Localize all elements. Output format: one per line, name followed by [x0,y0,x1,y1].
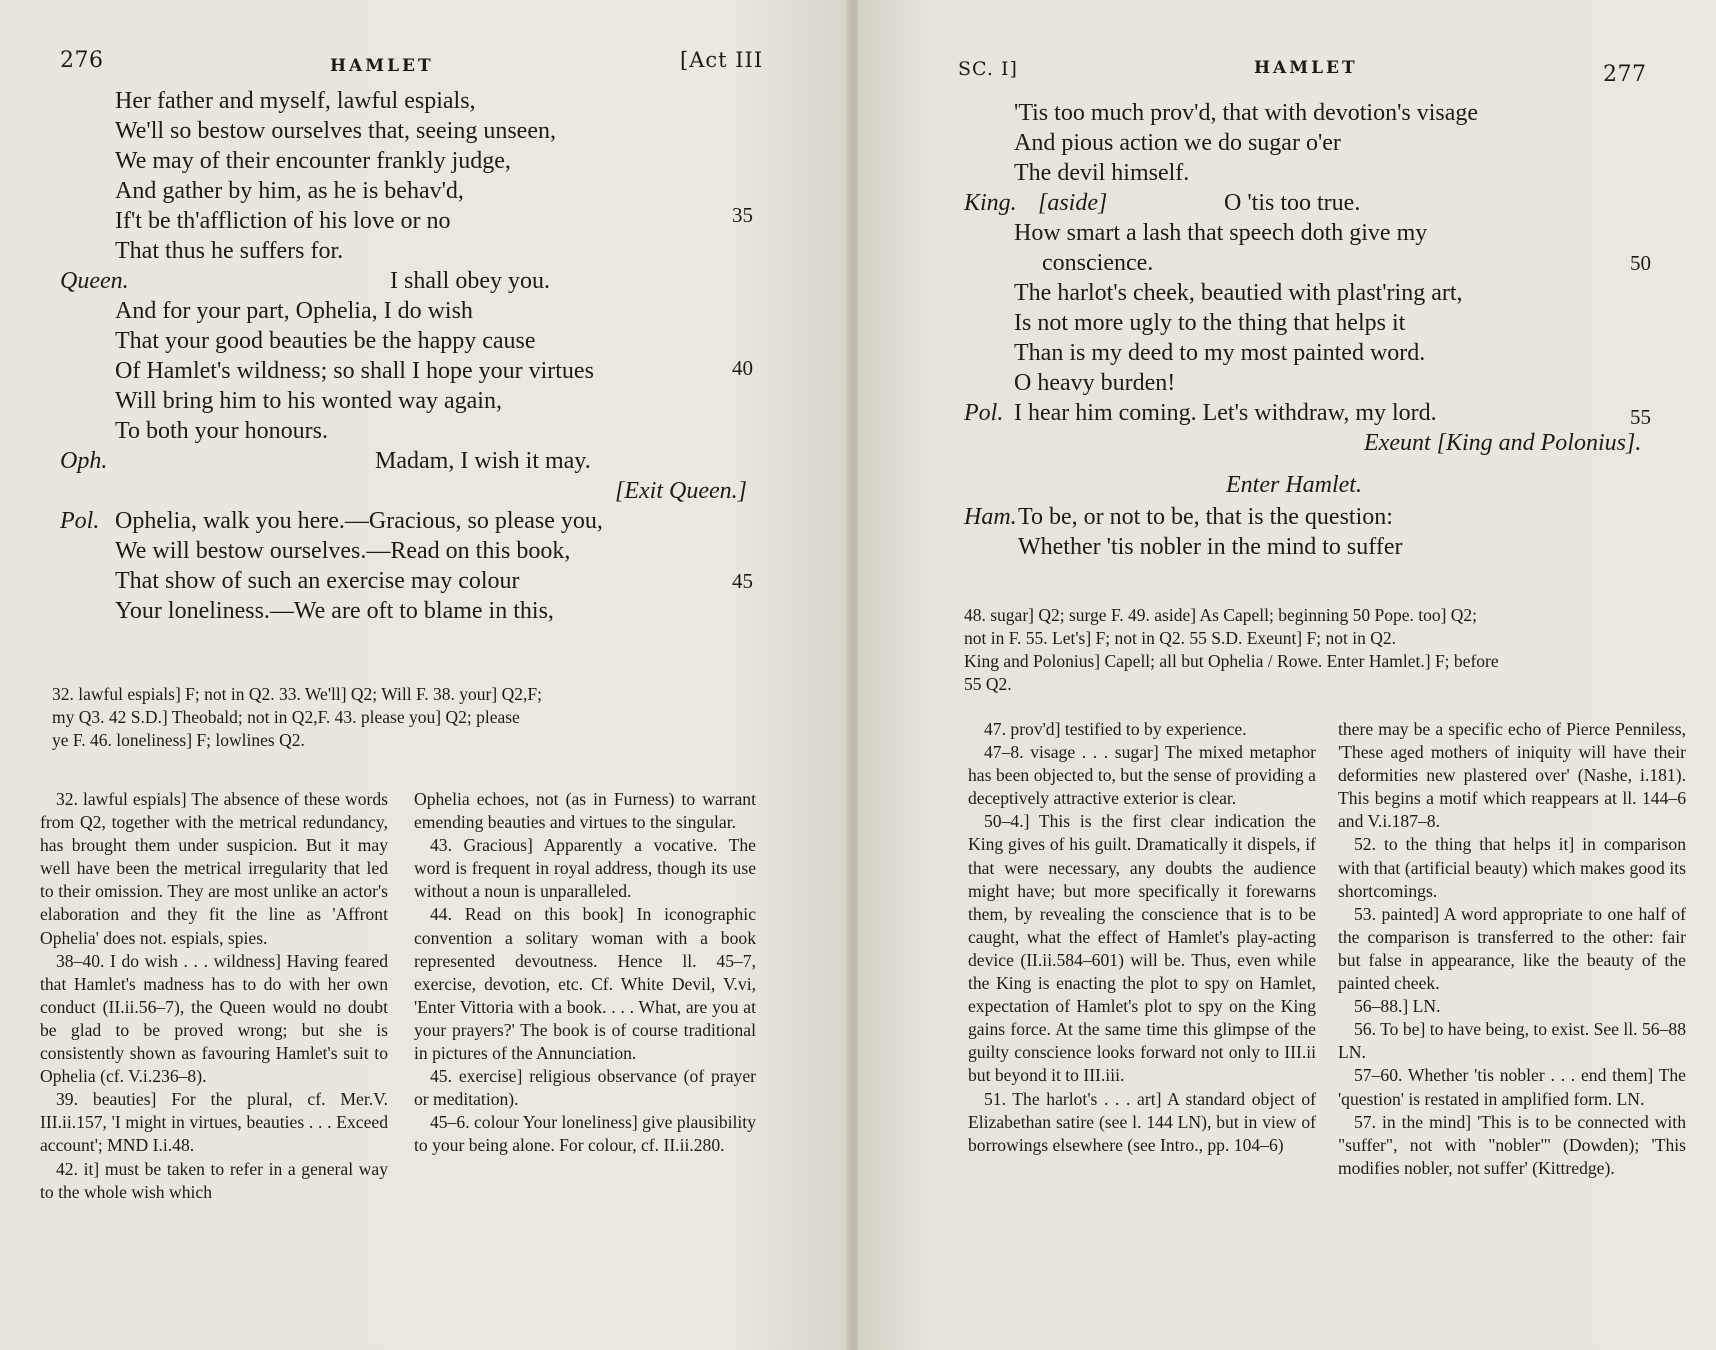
verse-line: 'Tis too much prov'd, that with devotion's visage [1014,100,1479,126]
stage-direction: [aside] [1038,190,1108,216]
verse-line: Whether 'tis nobler in the mind to suffer [1018,534,1403,560]
note: 45–6. colour Your loneliness] give plausibility to your being alone. For colour, cf. II.ii.280. [414,1112,756,1156]
speaker: King. [964,190,1017,216]
verse-line: We may of their encounter frankly judge, [115,148,511,174]
right-verse [964,98,1684,562]
line-number: 40 [732,356,753,380]
note: Ophelia echoes, not (as in Furness) to warrant emending beauties and virtues to the singular. [414,789,756,833]
verse-line [964,458,1684,502]
verse-line: King. [aside] O 'tis too true. [964,190,1361,216]
scene-label: SC. I] [958,58,1018,80]
verse-line: Queen. I shall obey you. [60,268,550,294]
right-notes-col2 [1338,718,1686,1180]
note: 42. it] must be taken to refer in a general way to the whole wish which [40,1158,388,1202]
verse-line: We'll so bestow ourselves that, seeing unseen, [115,118,556,144]
left-running-title: HAMLET [330,56,434,76]
verse-line: That thus he suffers for. [115,238,344,264]
line-number: 35 [732,203,753,227]
note: 57. in the mind] 'This is to be connected with "suffer", not with "nobler"' (Dowden); 'This modifies nobler, not suffer' (Kittredge). [1338,1111,1686,1178]
note: 51. The harlot's . . . art] A standard object of Elizabethan satire (see l. 144 LN), but in view of borrowings elsewhere (see Intro., pp. 104–6) [968,1088,1316,1155]
verse-line: O heavy burden! [1014,370,1176,396]
note: 44. Read on this book] In iconographic convention a solitary woman with a book represented devoutness. Hence ll. 45–7, exercise, devotion, etc. Cf. White Devil, V.vi, 'Enter Vittoria with a book. . . . What, are you at your prayers?' The book is of course traditional in pictures of the Annunciation. [414,904,756,1064]
left-collation: 32. lawful espials] F; not in Q2. 33. We'll] Q2; Will F. 38. your] Q2,F; my Q3. 42 S.D.] Theobald; not in Q2,F. 43. please you] Q2; please ye F. 46. loneliness] F; lowlines Q2. [52,684,542,750]
verse-line: Is not more ugly to the thing that helps it [1014,310,1406,336]
right-page [858,0,1716,1350]
note: 39. beauties] For the plural, cf. Mer.V. III.ii.157, 'I might in virtues, beauties . . . Exceed account'; MND I.i.48. [40,1089,388,1156]
verse-line: Her father and myself, lawful espials, [115,88,476,114]
verse-line: How smart a lash that speech doth give my [1014,220,1428,246]
note: 57–60. Whether 'tis nobler . . . end them] The 'question' is restated in amplified form. LN. [1338,1065,1686,1109]
left-verse [60,86,760,626]
note: 47. prov'd] testified to by experience. [984,719,1247,739]
stage-direction: [Exit Queen.] [615,478,747,504]
note: 56. To be] to have being, to exist. See ll. 56–88 LN. [1338,1019,1686,1063]
verse-line: And gather by him, as he is behav'd, [115,178,464,204]
right-collation: 48. sugar] Q2; surge F. 49. aside] As Capell; beginning 50 Pope. too] Q2; not in F. 55. Let's] F; not in Q2. 55 S.D. Exeunt] F; not in Q2. King and Polonius] Capell; all but Ophelia / Rowe. Enter Hamlet.] F; before 55 Q2. [964,605,1499,694]
line-number: 50 [1630,251,1651,275]
verse-line: The harlot's cheek, beautied with plast'ring art, [1014,280,1463,306]
note: 56–88.] LN. [1354,996,1441,1017]
verse-line: If't be th'affliction of his love or no 35 [60,206,760,236]
verse-line: And pious action we do sugar o'er [1014,130,1341,156]
verse-line: Your loneliness.—We are oft to blame in this, [115,598,554,624]
note: 53. painted] A word appropriate to one half of the comparison is transferred to the other: fair but false in appearance, like the beauty of the painted cheek. [1338,903,1686,994]
note: 45. exercise] religious observance (of prayer or meditation). [414,1066,756,1110]
verse-line: Will bring him to his wonted way again, [115,388,502,414]
note: 32. lawful espials] The absence of these words from Q2, together with the metrical redundancy, has brought them under suspicion. But it may well have been the metrical irregularity that led to their omission. They are most unlike an actor's elaboration and they fit the line as 'Affront Ophelia' does not. espials, spies. [40,789,388,948]
note: there may be a specific echo of Pierce Penniless, 'These aged mothers of iniquity will have their deformities new plastered over' (Nashe, i.181). This begins a motif which reappears at ll. 144–6 and V.i.187–8. [1338,719,1686,832]
verse-line: The devil himself. [1014,160,1190,186]
note: 38–40. I do wish . . . wildness] Having feared that Hamlet's madness has to do with her own conduct (II.ii.56–7), the Queen would no doubt be glad to be proved wrong; but she is consistently shown as favouring Hamlet's suit to Ophelia (cf. V.i.236–8). [40,950,388,1087]
verse-line: conscience. 50 [1042,250,1651,276]
speaker: Pol. [964,400,1004,426]
verse-line: Ham. To be, or not to be, that is the question: [964,504,1393,530]
speaker: Queen. [60,268,129,294]
right-notes-col1 [968,718,1316,1157]
right-running-title: HAMLET [1254,58,1358,78]
line-number: 45 [732,569,753,593]
verse-line: That your good beauties be the happy cause [115,328,536,354]
verse-line: And for your part, Ophelia, I do wish [115,298,473,324]
verse-line [964,428,1684,458]
verse-line: That show of such an exercise may colour 45 [115,568,753,594]
left-notes-col1 [40,788,388,1204]
left-page-number: 276 [60,48,104,73]
verse-line: We will bestow ourselves.—Read on this book, [115,538,571,564]
note: 43. Gracious] Apparently a vocative. The word is frequent in royal address, though its use without a noun is unparalleled. [414,835,756,902]
right-page-number: 277 [1603,62,1647,87]
left-page [0,0,852,1350]
act-label: [Act III [680,48,764,72]
left-notes-col2 [414,788,756,1158]
note: 47–8. visage . . . sugar] The mixed metaphor has been objected to, but the sense of providing a deceptively attractive exterior is clear. [968,742,1316,809]
note: 52. to the thing that helps it] in comparison with that (artificial beauty) which makes good its shortcomings. [1338,834,1686,901]
speaker: Ham. [964,504,1017,530]
verse-line: To both your honours. [115,418,328,444]
stage-direction: Exeunt [King and Polonius]. [1364,430,1642,456]
stage-direction: Enter Hamlet. [1226,472,1362,498]
verse-line: Of Hamlet's wildness; so shall I hope your virtues 40 [60,356,760,386]
verse-line: Oph. Madam, I wish it may. [60,448,591,474]
verse-line: Pol. Ophelia, walk you here.—Gracious, so please you, [60,508,603,534]
line-number: 55 [1630,405,1651,429]
verse-line [60,476,760,506]
speaker: Oph. [60,448,108,474]
verse-line: Pol. I hear him coming. Let's withdraw, my lord. 55 [964,398,1684,428]
verse-line: Than is my deed to my most painted word. [1014,340,1426,366]
speaker: Pol. [60,508,100,534]
note: 50–4.] This is the first clear indication the King gives of his guilt. Dramatically it dispels, if that were necessary, any doubts the audience might have; but more specifically it forewarns them, by revealing the conscience that is to be caught, what the effect of Hamlet's play-acting device (II.ii.584–601) will be. Thus, even while the King is enacting the plot to spy on Hamlet, expectation of Hamlet's plot to spy on the King gains force. At the same time this glimpse of the guilty conscience looks forward not only to III.ii but beyond it to III.iii. [968,811,1316,1086]
